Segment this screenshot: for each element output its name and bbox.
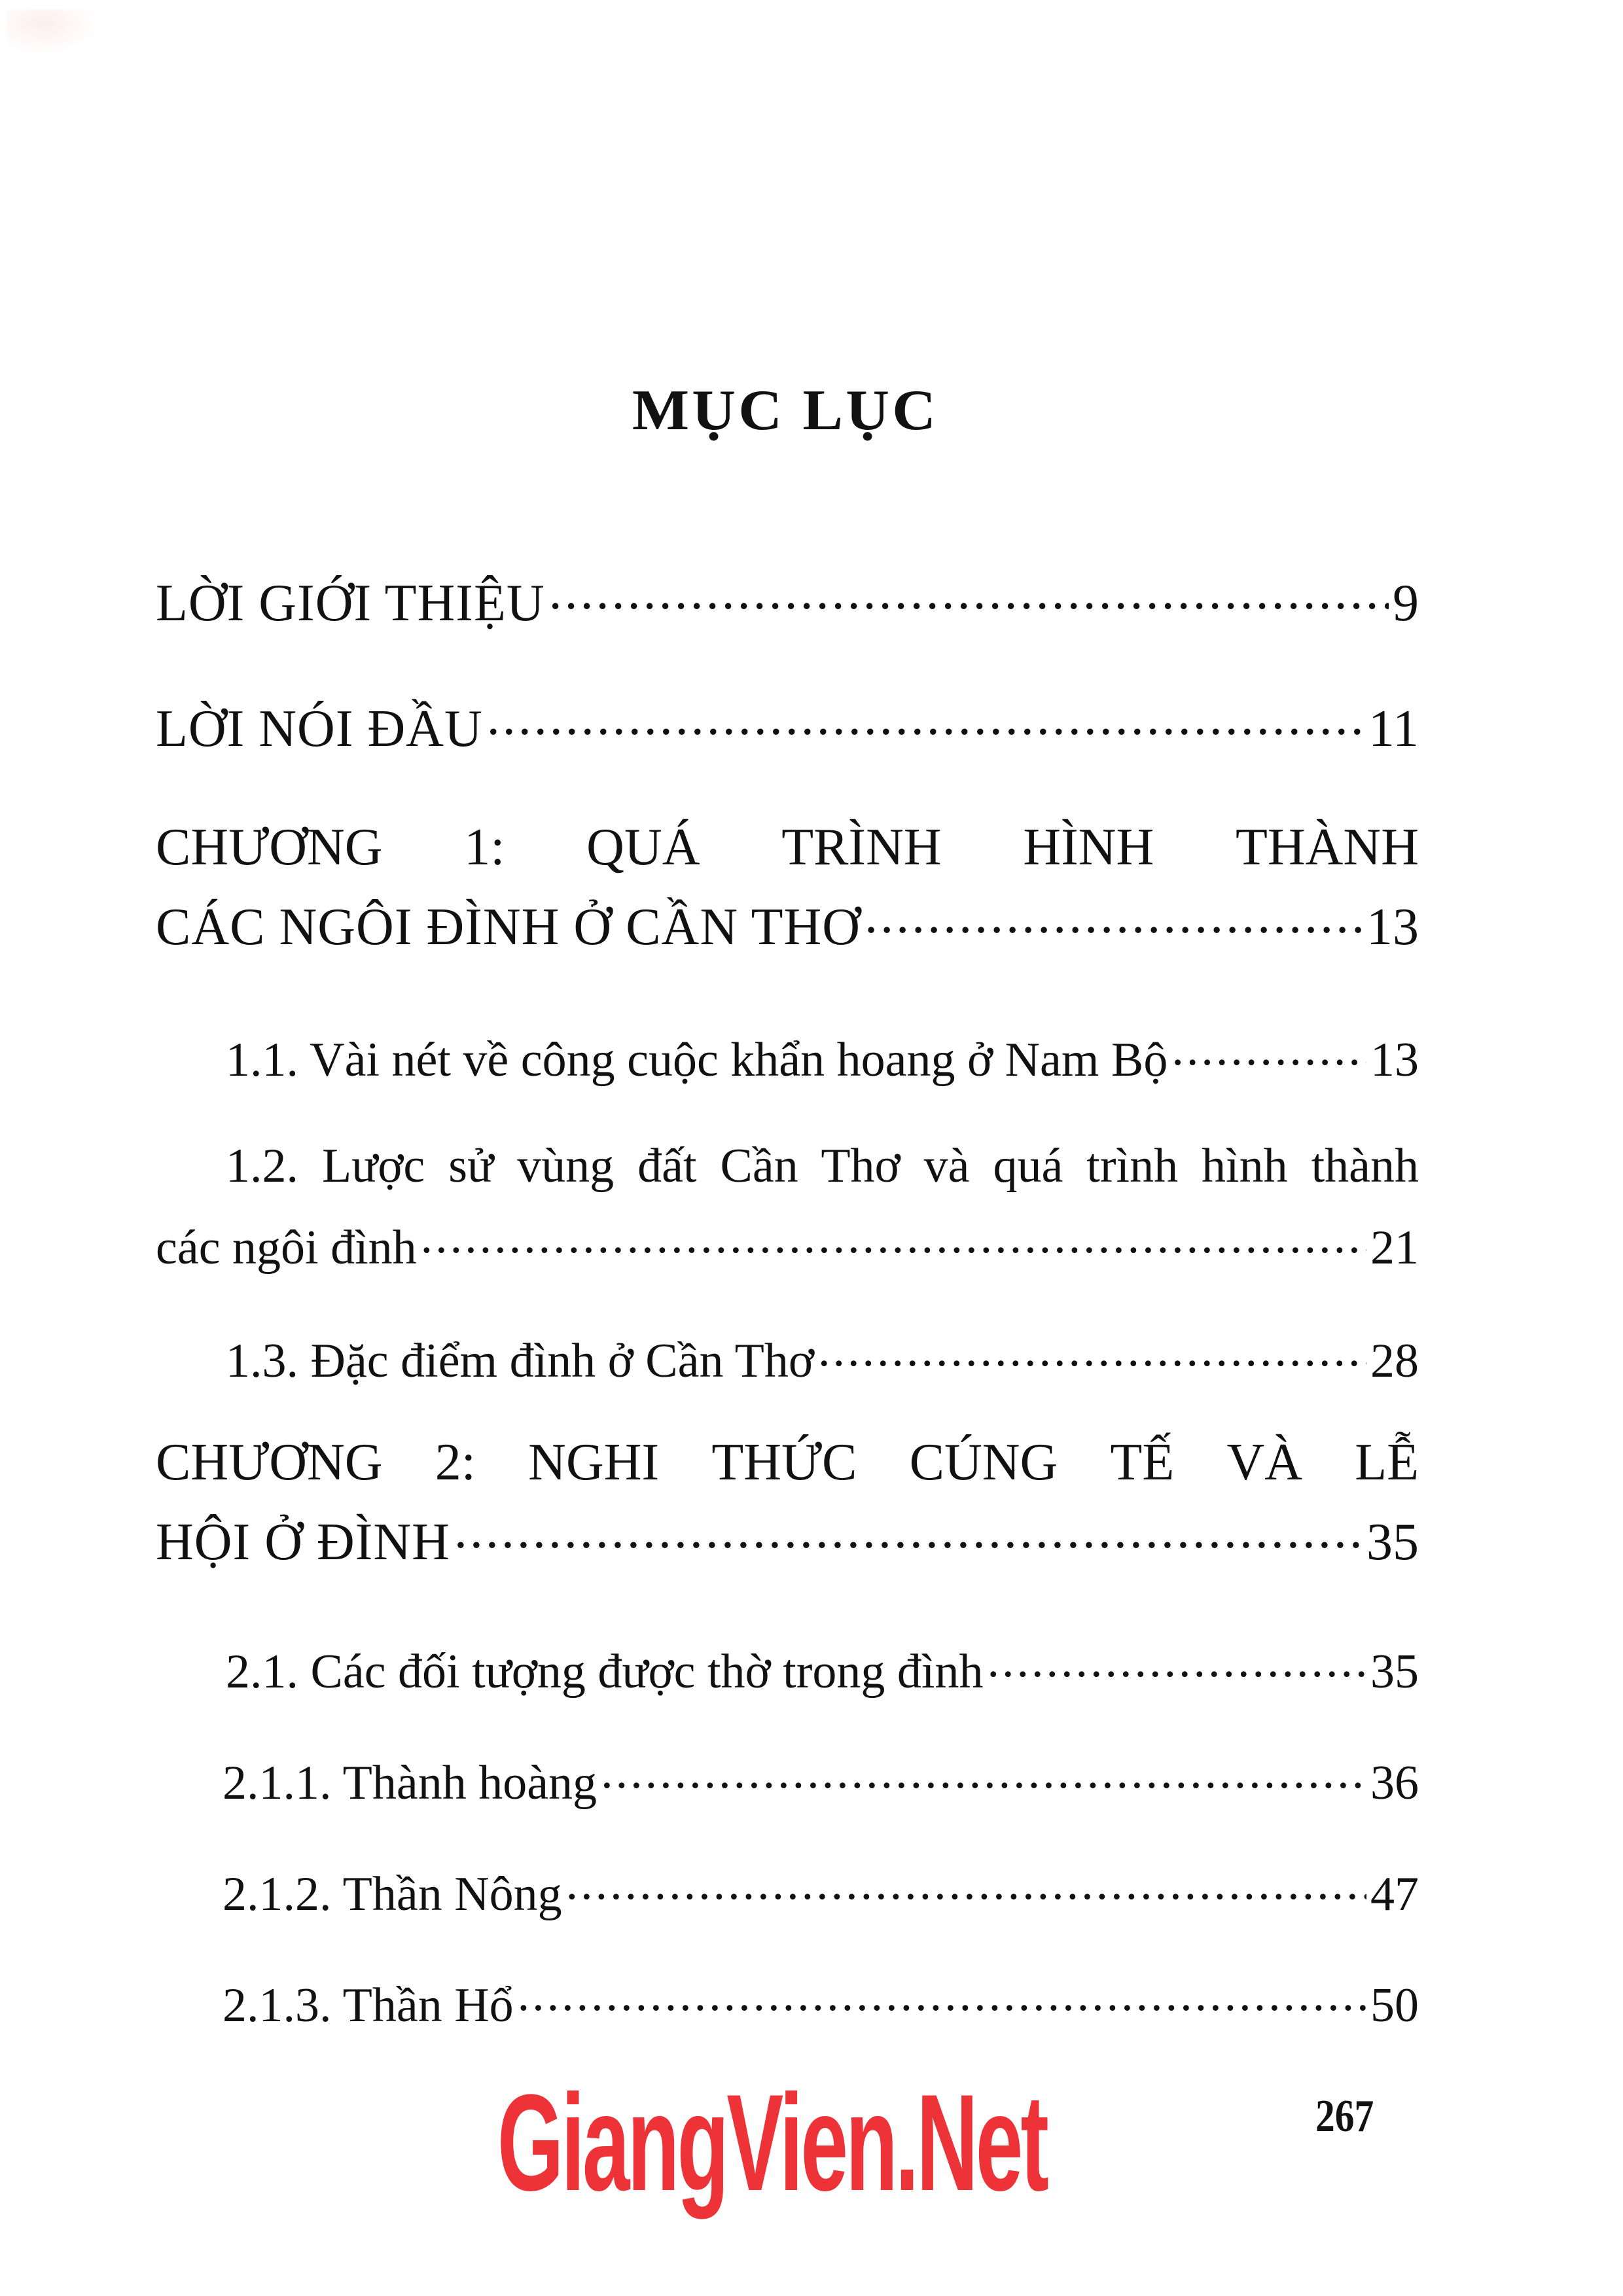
word: TẾ: [1110, 1434, 1175, 1491]
word: 1:: [464, 819, 505, 876]
toc-entry-label: 1.3. Đặc điểm đình ở Cần Thơ: [226, 1334, 814, 1388]
toc-entry-label: 2.1. Các đối tượng được thờ trong đình: [226, 1645, 984, 1699]
toc-page-number: 28: [1370, 1334, 1419, 1388]
toc-entry-2-1-1[interactable]: [223, 1750, 1419, 1810]
word: NGHI: [528, 1434, 660, 1491]
word: 2:: [435, 1434, 476, 1491]
toc-entry-label: 2.1.2. Thần Nông: [223, 1867, 562, 1921]
word: CHƯƠNG: [156, 819, 383, 876]
toc-page-number: 47: [1370, 1867, 1419, 1921]
toc-entry-label: 1.1. Vài nét về công cuộc khẩn hoang ở Nam Bộ: [226, 1033, 1168, 1087]
toc-entry-label: CÁC NGÔI ĐÌNH Ở CẦN THƠ: [156, 898, 861, 956]
word: HÌNH: [1023, 819, 1154, 876]
word: CÚNG: [909, 1434, 1058, 1491]
watermark-logo: GiangVien.Net: [497, 2066, 1047, 2219]
toc-page-number: 35: [1366, 1513, 1419, 1571]
toc-entry-chuong-1[interactable]: [156, 819, 1419, 956]
chapter-heading-line-1: [156, 1436, 1419, 1489]
word: THỨC: [711, 1434, 857, 1491]
dot-leader: [1171, 1027, 1366, 1076]
page-title: MỤC LỤC: [632, 378, 939, 442]
dot-leader: [566, 1862, 1366, 1910]
toc-entry-2-1[interactable]: [226, 1639, 1419, 1699]
dot-leader: [454, 1507, 1363, 1559]
word: THÀNH: [1236, 819, 1419, 876]
word: QUÁ: [586, 819, 700, 876]
toc-entry-chuong-2[interactable]: [156, 1434, 1419, 1571]
dot-leader: [818, 1328, 1366, 1377]
toc-entry-label: HỘI Ở ĐÌNH: [156, 1513, 450, 1571]
dot-leader: [487, 694, 1364, 746]
toc-page-number: 36: [1370, 1756, 1419, 1810]
toc-page-number: 50: [1370, 1979, 1419, 2032]
dot-leader: [549, 568, 1389, 620]
toc-entry-2-1-2[interactable]: [223, 1862, 1419, 1921]
toc-entry-label: các ngôi đình: [156, 1221, 417, 1275]
scan-artifact: [7, 10, 98, 56]
dot-leader: [421, 1215, 1366, 1263]
toc-page-number: 11: [1368, 700, 1419, 758]
toc-page-number: 35: [1370, 1645, 1419, 1699]
toc-entry-loi-noi-dau[interactable]: [156, 694, 1419, 758]
toc-page-number: 13: [1366, 898, 1419, 956]
toc-entry-1-1[interactable]: [226, 1027, 1419, 1087]
toc-entry-line-1: [156, 1139, 1419, 1193]
word: CHƯƠNG: [156, 1434, 383, 1491]
toc-entry-label: 1.2. Lược sử vùng đất Cần Thơ và quá trình hình thành: [226, 1139, 1419, 1193]
toc-entry-label: LỜI NÓI ĐẦU: [156, 700, 483, 758]
toc-entry-2-1-3[interactable]: [223, 1973, 1419, 2030]
dot-leader: [518, 1973, 1366, 2021]
word: TRÌNH: [781, 819, 942, 876]
toc-page-number: 13: [1370, 1033, 1419, 1087]
toc-entry-label: 2.1.3. Thần Hổ: [223, 1979, 514, 2032]
toc-entry-1-3[interactable]: [226, 1328, 1419, 1388]
word: VÀ: [1226, 1434, 1302, 1491]
page-number: 267: [1315, 2091, 1374, 2142]
word: LỄ: [1355, 1434, 1419, 1491]
toc-entry-label: LỜI GIỚI THIỆU: [156, 574, 545, 632]
dot-leader: [865, 892, 1363, 944]
toc-entry-loi-gioi-thieu[interactable]: [156, 568, 1419, 632]
toc-page-number: 9: [1393, 574, 1419, 632]
toc-entry-1-2[interactable]: [156, 1139, 1419, 1275]
toc-page-number: 21: [1370, 1221, 1419, 1275]
dot-leader: [987, 1639, 1366, 1687]
dot-leader: [601, 1750, 1366, 1799]
toc-entry-label: 2.1.1. Thành hoàng: [223, 1756, 597, 1810]
chapter-heading-line-1: [156, 821, 1419, 874]
